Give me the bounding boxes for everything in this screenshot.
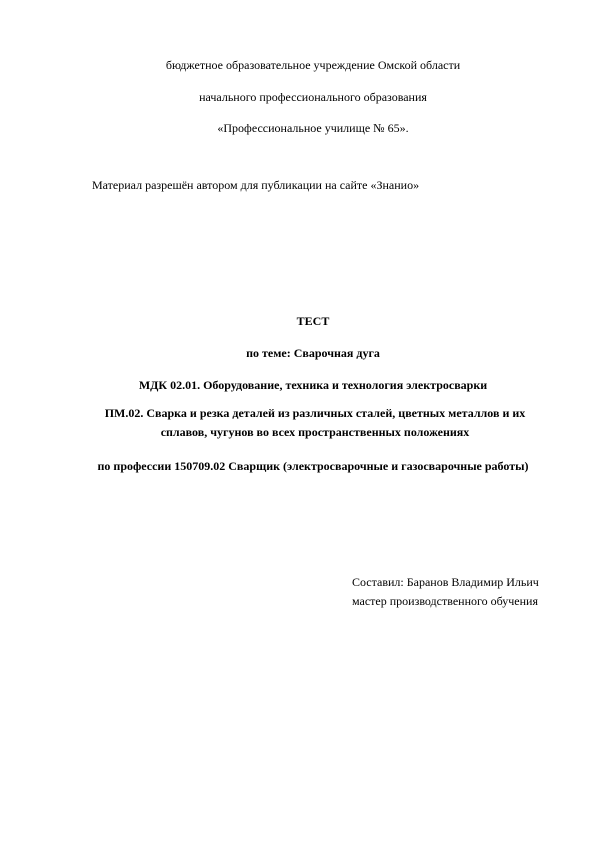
author-position: мастер производственного обучения [352, 594, 538, 608]
institution-line-1: бюджетное образовательное учреждение Омской области [165, 58, 461, 72]
institution-line-3: «Профессиональное училище № 65». [217, 121, 409, 135]
test-topic: по теме: Сварочная дуга [246, 346, 380, 360]
institution-line-2: начального профессионального образования [199, 90, 427, 104]
document-title: ТЕСТ [296, 314, 330, 328]
author-name: Составил: Баранов Владимир Ильич [352, 575, 539, 589]
profession-line: по профессии 150709.02 Сварщик (электросварочные и газосварочные работы) [97, 459, 529, 473]
mdk-line: МДК 02.01. Оборудование, техника и технология электросварки [138, 378, 488, 392]
pm-line: ПМ.02. Сварка и резка деталей из различных сталей, цветных металлов и их сплавов, чугунов во всех пространственных положениях [104, 406, 526, 439]
publication-permission: Материал разрешён автором для публикации на сайте «Знанио» [92, 178, 420, 192]
